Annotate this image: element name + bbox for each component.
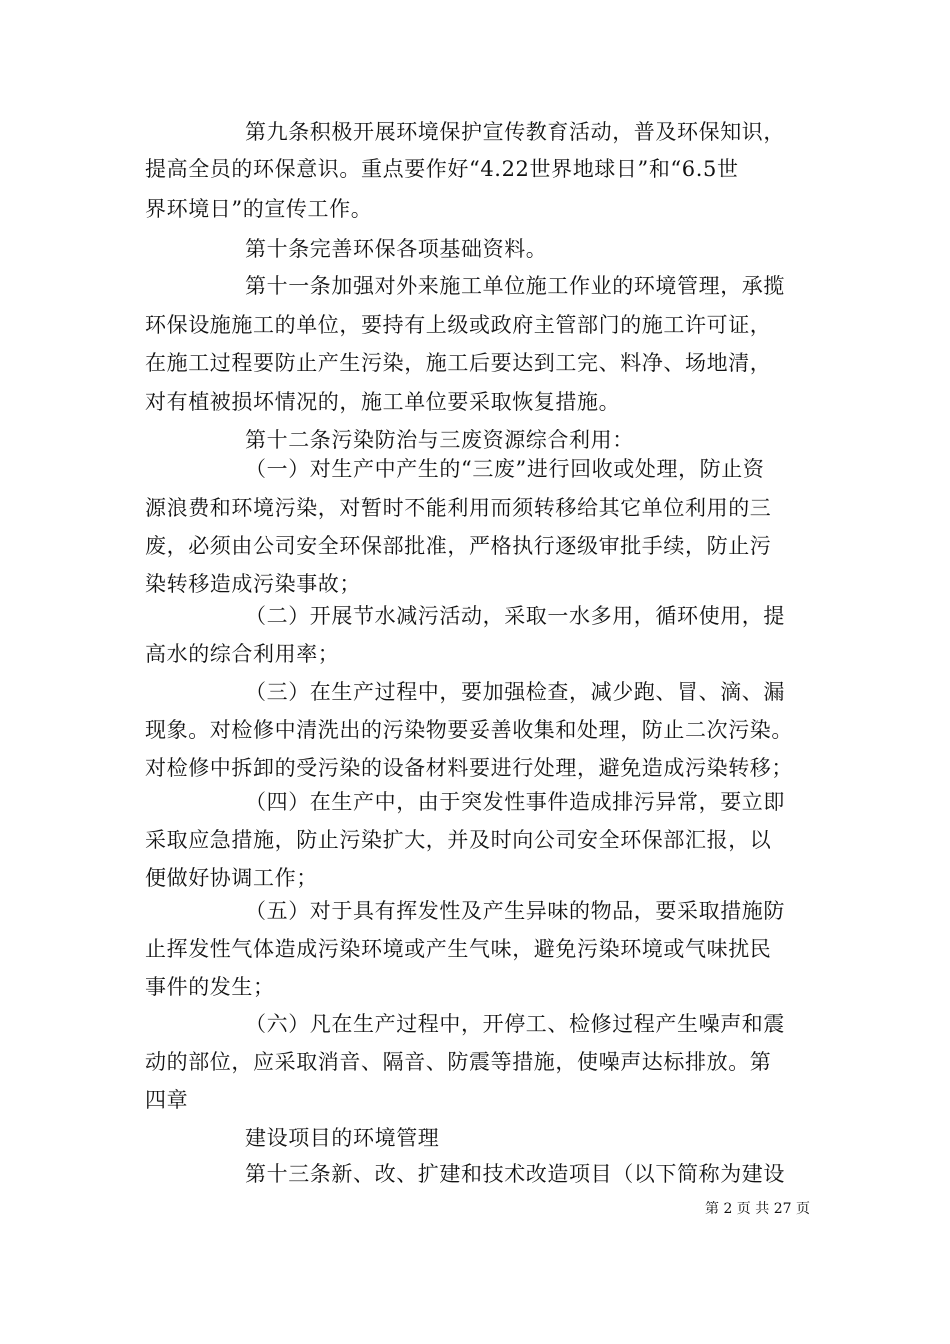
- paragraph-line: （二）开展节水减污活动，采取一水多用，循环使用，提: [245, 604, 785, 628]
- paragraph-line: （一）对生产中产生的“三废”进行回收或处理，防止资: [245, 457, 765, 481]
- page-number-footer: 第 2 页 共 27 页: [705, 1201, 810, 1217]
- paragraph-line: 在施工过程要防止产生污染，施工后要达到工完、料净、场地清，: [145, 351, 772, 375]
- paragraph-line: 第九条积极开展环境保护宣传教育活动，普及环保知识，: [245, 120, 785, 144]
- paragraph-line: 界环境日”的宣传工作。: [145, 197, 373, 221]
- paragraph-line: （六）凡在生产过程中，开停工、检修过程产生噪声和震: [245, 1012, 785, 1036]
- paragraph-line: 源浪费和环境污染，对暂时不能利用而须转移给其它单位利用的三: [145, 496, 772, 520]
- paragraph-line: （四）在生产中，由于突发性事件造成排污异常，要立即: [245, 790, 785, 814]
- paragraph-line: 动的部位，应采取消音、隔音、防震等措施，使噪声达标排放。第: [145, 1050, 772, 1074]
- paragraph-line: 第十三条新、改、扩建和技术改造项目（以下简称为建设: [245, 1162, 785, 1186]
- paragraph-line: 四章: [145, 1088, 189, 1112]
- paragraph-line: 采取应急措施，防止污染扩大，并及时向公司安全环保部汇报，以: [145, 828, 772, 852]
- paragraph-line: 对有植被损坏情况的，施工单位要采取恢复措施。: [145, 390, 621, 414]
- paragraph-line: （三）在生产过程中，要加强检查，减少跑、冒、滴、漏: [245, 680, 785, 704]
- paragraph-line: 止挥发性气体造成污染环境或产生气味，避免污染环境或气味扰民: [145, 937, 772, 961]
- paragraph-line: 第十二条污染防治与三废资源综合利用：: [245, 428, 634, 452]
- paragraph-line: 事件的发生；: [145, 975, 275, 999]
- paragraph-line: 第十条完善环保各项基础资料。: [245, 237, 548, 261]
- paragraph-line: 提高全员的环保意识。重点要作好“4.22世界地球日”和“6.5世: [145, 157, 739, 181]
- paragraph-line: 对检修中拆卸的受污染的设备材料要进行处理，避免造成污染转移；: [145, 756, 793, 780]
- paragraph-line: 染转移造成污染事故；: [145, 572, 361, 596]
- paragraph-line: 环保设施施工的单位，要持有上级或政府主管部门的施工许可证，: [145, 313, 772, 337]
- paragraph-line: 废，必须由公司安全环保部批准，严格执行逐级审批手续，防止污: [145, 534, 772, 558]
- section-heading: 建设项目的环境管理: [245, 1126, 440, 1150]
- paragraph-line: 高水的综合利用率；: [145, 642, 340, 666]
- paragraph-line: 第十一条加强对外来施工单位施工作业的环境管理，承揽: [245, 274, 785, 298]
- paragraph-line: 便做好协调工作；: [145, 866, 318, 890]
- paragraph-line: 现象。对检修中清洗出的污染物要妥善收集和处理，防止二次污染。: [145, 718, 793, 742]
- paragraph-line: （五）对于具有挥发性及产生异味的物品，要采取措施防: [245, 899, 785, 923]
